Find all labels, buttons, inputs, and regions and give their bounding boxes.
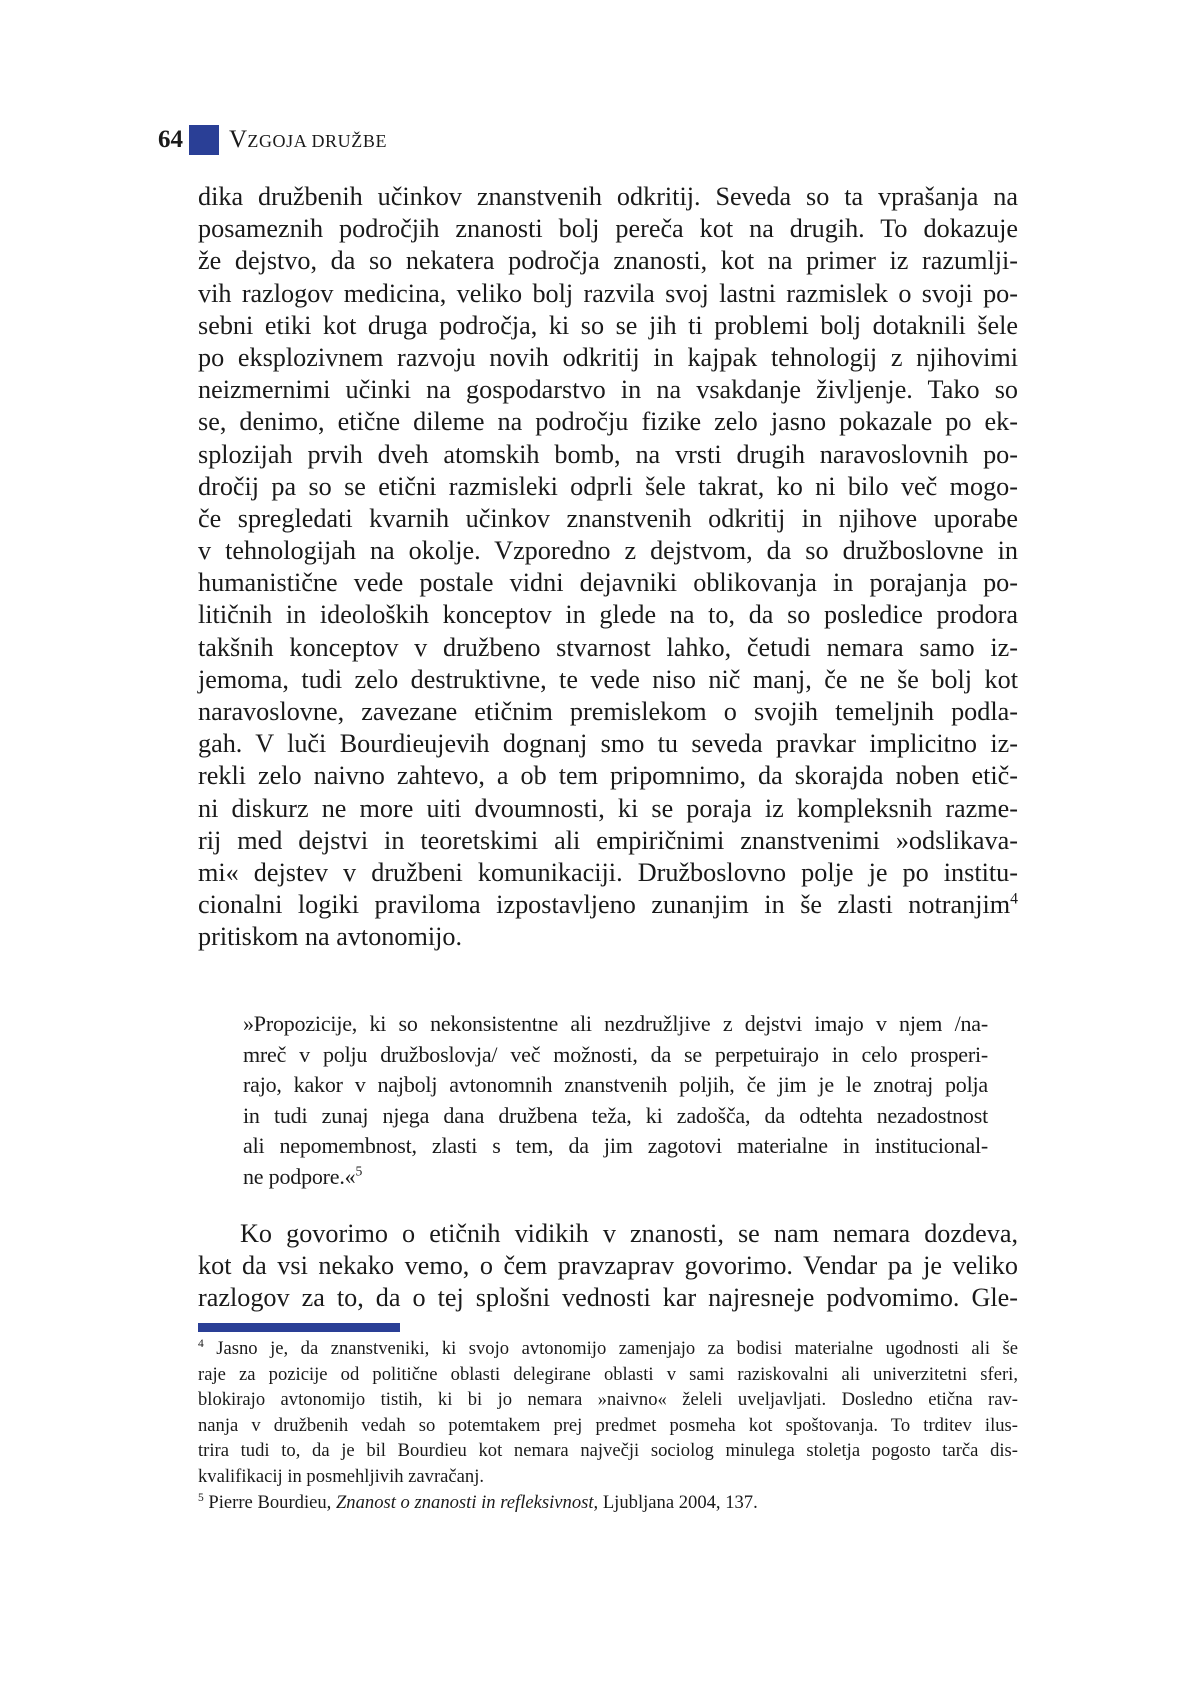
quote-line — [243, 1162, 988, 1193]
footnote-mark: 4 — [198, 1337, 204, 1350]
text-line: mi« dejstev v družbeni komunikaciji. Družboslovno polje je po institu- — [198, 857, 1018, 887]
footnote-separator — [198, 1323, 400, 1332]
text-line: gah. V luči Bourdieujevih dognanj smo tu seveda pravkar implicitno iz- — [198, 729, 1018, 759]
footnote-4 — [198, 1336, 1018, 1362]
text-line: v tehnologijah na okolje. Vzporedno z dejstvom, da so družboslovne in — [198, 536, 1018, 566]
text-line: razlogov za to, da o tej splošni vednosti kar najresneje podvomimo. Gle- — [198, 1283, 1018, 1313]
running-header — [158, 122, 387, 158]
quote-line: ali nepomembnost, zlasti s tem, da jim zagotovi materialne in institucional- — [243, 1133, 988, 1158]
text-line — [198, 889, 1018, 921]
text-line: sebni etiki kot druga področja, ki so se jih ti problemi bolj dotaknili šele — [198, 310, 1018, 340]
running-title-rest: ZGOJA DRUŽBE — [247, 131, 388, 151]
text-line: neizmernimi učinki na gospodarstvo in na vsakdanje življenje. Tako so — [198, 375, 1018, 405]
footnote-ref-5[interactable]: 5 — [355, 1163, 363, 1179]
footnote-line: nanja v družbenih vedah so potemtakem prej predmet posmeha kot spoštovanja. To trditev ilus- — [198, 1414, 1018, 1436]
text-line: vih razlogov medicina, veliko bolj razvila svoj lastni razmislek o svoji po- — [198, 278, 1018, 308]
footnote-line: trira tudi to, da je bil Bourdieu kot nemara največji sociolog minulega stoletja pogosto tarča dis- — [198, 1440, 1018, 1462]
text-line: posameznih področjih znanosti bolj pereča kot na drugih. To dokazuje — [198, 214, 1018, 244]
text-line: Ko govorimo o etičnih vidikih v znanosti, se nam nemara dozdeva, — [240, 1219, 1018, 1248]
text-line-content: cionalni logiki praviloma izpostavljeno zunanjim in še zlasti notranjim — [198, 890, 1011, 920]
quote-line: »Propozicije, ki so nekonsistentne ali nezdružljive z dejstvi imajo v njem /na- — [243, 1011, 988, 1036]
text-line: jemoma, tudi zelo destruktivne, te vede niso nič manj, če ne še bolj kot — [198, 664, 1018, 694]
text-line: že dejstvo, da so nekatera področja znanosti, kot na primer iz razumlji- — [198, 246, 1018, 276]
text-line: rekli zelo naivno zahtevo, a ob tem pripomnimo, da skorajda noben etič- — [198, 761, 1018, 791]
quote-line: rajo, kakor v najbolj avtonomnih znanstvenih poljih, če jim je le znotraj polja — [243, 1072, 988, 1097]
text-line: humanistične vede postale vidni dejavniki oblikovanja in porajanja po- — [198, 568, 1018, 598]
text-line: naravoslovne, zavezane etičnim premislekom o svojih temeljnih podla- — [198, 697, 1018, 726]
text-line: litičnih in ideoloških konceptov in glede na to, da so posledice prodora — [198, 600, 1018, 630]
quote-line-content: ne podpore.« — [243, 1163, 356, 1189]
running-title — [229, 126, 387, 154]
page-number: 64 — [158, 126, 183, 153]
quote-line: mreč v polju družboslovja/ več možnosti, da se perpetuirajo in celo prosperi- — [243, 1041, 988, 1067]
header-square-mark — [189, 125, 219, 155]
text-line: takšnih konceptov v družbeno stvarnost lahko, četudi nemara samo iz- — [198, 632, 1018, 662]
text-line: ni diskurz ne more uiti dvoumnosti, ki se poraja iz kompleksnih razme- — [198, 793, 1018, 823]
text-line: se, denimo, etične dileme na področju fizike zelo jasno pokazale po ek- — [198, 407, 1018, 437]
footnote-line: raje za pozicije od politične oblasti delegirane oblasti v sami raziskovalni ali univerzitetni sferi, — [198, 1363, 1018, 1385]
footnote-5 — [198, 1490, 1018, 1516]
footnotes — [198, 1336, 1018, 1515]
second-paragraph — [198, 1218, 1018, 1315]
quote-line: in tudi zunaj njega dana družbena teža, ki zadošča, da odtehta nezadostnost — [243, 1102, 988, 1128]
footnote-line: kvalifikacij in posmehljivih zavračanj. — [198, 1465, 485, 1487]
footnote-line-content: Jasno je, da znanstveniki, ki svojo avtonomijo zamenjajo za bodisi materialne ugodnosti ali še — [203, 1338, 1018, 1359]
text-line: dika družbenih učinkov znanstvenih odkritij. Seveda so ta vprašanja na — [198, 182, 1018, 211]
text-line: dročij pa so se etični razmisleki odprli šele takrat, ko ni bilo več mogo- — [198, 471, 1018, 501]
footnote-book-title: Znanost o znanosti in refleksivnost — [335, 1491, 594, 1513]
text-line: rij med dejstvi in teoretskimi ali empiričnimi znanstvenimi »odslikava- — [198, 825, 1018, 855]
footnote-line: blokirajo avtonomijo tistih, ki bi jo nemara »naivno« želeli uveljavljati. Dosledno etična rav- — [198, 1389, 1018, 1411]
text-line: po eksplozivnem razvoju novih odkritij in kajpak tehnologij z njihovimi — [198, 342, 1018, 372]
footnote-ref-4[interactable]: 4 — [1010, 890, 1018, 908]
footnote-author: Pierre Bourdieu, — [203, 1491, 336, 1513]
text-line: splozijah prvih dveh atomskih bomb, na vrsti drugih naravoslovnih po- — [198, 439, 1018, 469]
block-quote — [243, 1009, 988, 1192]
text-line: če spregledati kvarnih učinkov znanstvenih odkritij in njihove uporabe — [198, 503, 1018, 533]
text-line: pritiskom na avtonomijo. — [198, 922, 463, 952]
footnote-mark: 5 — [198, 1491, 204, 1504]
text-line: kot da vsi nekako vemo, o čem pravzaprav govorimo. Vendar pa je veliko — [198, 1251, 1018, 1281]
footnote-rest: , Ljubljana 2004, 137. — [593, 1491, 758, 1513]
running-title-initial: V — [229, 126, 248, 153]
main-paragraph — [198, 181, 1018, 954]
